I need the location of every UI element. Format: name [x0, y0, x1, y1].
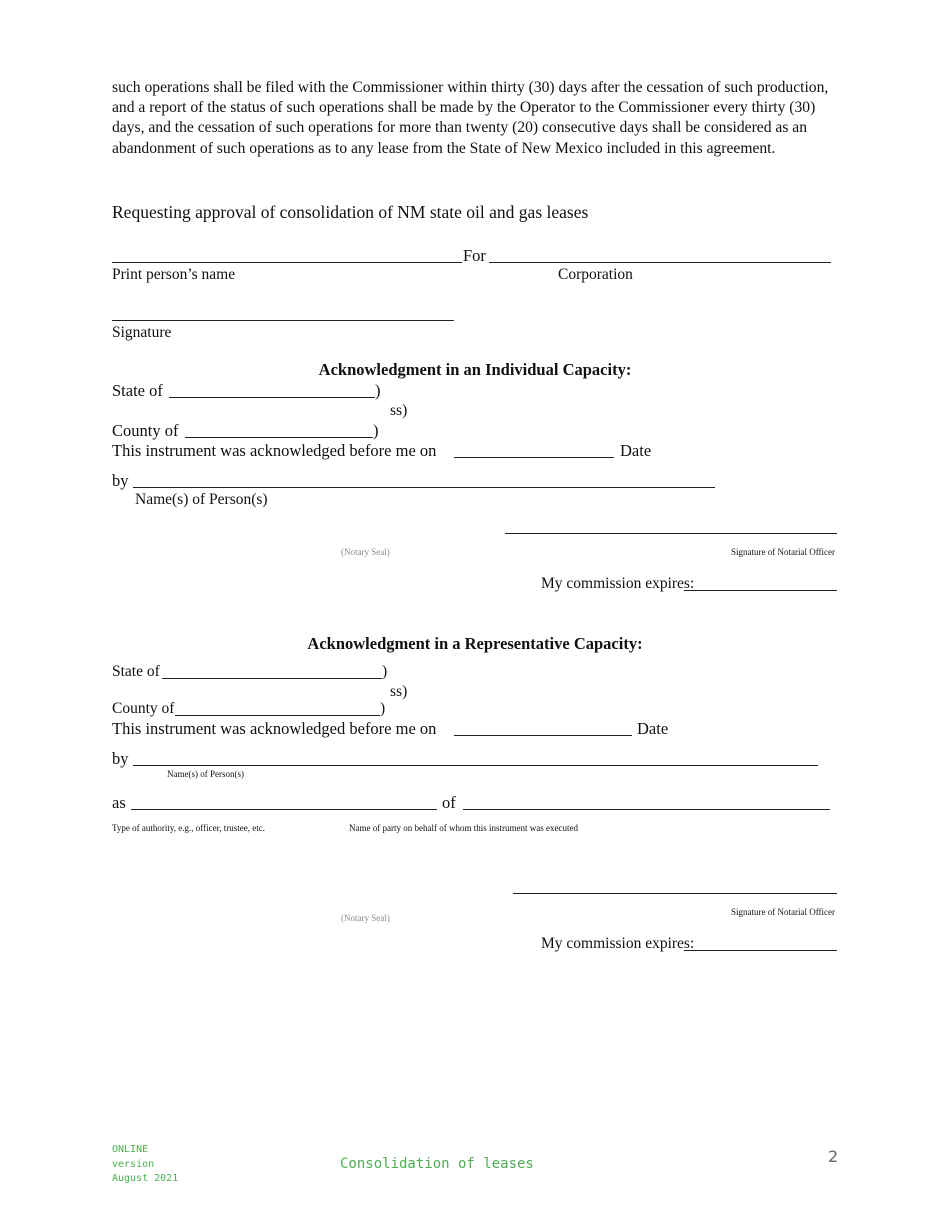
individual-county-paren: )	[373, 421, 379, 440]
representative-state-label: State of	[112, 663, 160, 680]
representative-county-field[interactable]	[175, 715, 380, 716]
representative-notary-signature-label: Signature of Notarial Officer	[731, 907, 836, 917]
representative-state-paren: )	[382, 663, 388, 680]
representative-authority-label: Type of authority, e.g., officer, trustee, etc.	[112, 823, 265, 833]
representative-notary-signature-line[interactable]	[513, 893, 837, 894]
individual-date-label: Date	[620, 441, 652, 460]
page-number: 2	[828, 1147, 839, 1166]
individual-state-paren: )	[375, 381, 381, 400]
request-heading: Requesting approval of consolidation of NM state oil and gas leases	[112, 202, 589, 222]
representative-heading: Acknowledgment in a Representative Capacity:	[307, 634, 643, 653]
representative-by-label: by	[112, 749, 129, 768]
representative-as-label: as	[112, 793, 126, 812]
footer-online: ONLINE	[112, 1144, 149, 1155]
print-name-line[interactable]	[112, 262, 462, 263]
signature-line[interactable]	[112, 320, 454, 321]
representative-date-field[interactable]	[454, 735, 632, 736]
representative-party-field[interactable]	[463, 809, 830, 810]
individual-ss-label: ss)	[390, 402, 408, 419]
footer-version-block	[112, 1143, 178, 1187]
individual-commission-label: My commission expires:	[541, 575, 695, 592]
footer-version: version	[112, 1158, 155, 1170]
individual-notary-signature-line[interactable]	[505, 533, 837, 534]
individual-county-label: County of	[112, 421, 179, 440]
individual-by-label: by	[112, 471, 129, 490]
individual-state-field[interactable]	[169, 397, 375, 398]
footer-title: Consolidation of leases	[340, 1156, 534, 1172]
individual-acknowledged-text: This instrument was acknowledged before me on	[112, 441, 437, 460]
representative-county-paren: )	[380, 700, 386, 717]
representative-county-label: County of	[112, 700, 175, 717]
representative-ss-label: ss)	[390, 683, 408, 700]
print-name-label: Print person’s name	[112, 266, 236, 283]
corporation-line[interactable]	[489, 262, 831, 263]
individual-notary-seal: (Notary Seal)	[341, 547, 390, 557]
individual-heading: Acknowledgment in an Individual Capacity:	[318, 360, 632, 379]
individual-notary-signature-label: Signature of Notarial Officer	[731, 547, 836, 557]
representative-of-label: of	[442, 793, 456, 812]
representative-party-label: Name of party on behalf of whom this instrument was executed	[349, 823, 578, 833]
representative-state-field[interactable]	[162, 678, 382, 679]
representative-notary-seal: (Notary Seal)	[341, 913, 390, 923]
footer-date: August 2021	[112, 1173, 179, 1184]
corporation-label: Corporation	[558, 266, 633, 283]
individual-county-field[interactable]	[185, 437, 373, 438]
signature-label: Signature	[112, 324, 172, 341]
individual-names-label: Name(s) of Person(s)	[135, 491, 268, 508]
individual-by-field[interactable]	[133, 487, 715, 488]
representative-by-field[interactable]	[133, 765, 818, 766]
individual-date-field[interactable]	[454, 457, 614, 458]
representative-commission-field[interactable]	[684, 950, 837, 951]
representative-commission-label: My commission expires:	[541, 935, 695, 952]
individual-commission-field[interactable]	[684, 590, 837, 591]
individual-state-label: State of	[112, 381, 163, 400]
representative-authority-field[interactable]	[131, 809, 437, 810]
representative-acknowledged-text: This instrument was acknowledged before me on	[112, 719, 437, 738]
intro-paragraph: such operations shall be filed with the Commissioner within thirty (30) days after the cessation of such production, and a report of the status of such operations shall be made by the Operator to the Commissioner every thirty (30) days, and the cessation of such operations for more than twenty (20) consecutive days shall be considered as an abandonment of such operations as to any lease from the State of New Mexico included in this agreement.	[112, 79, 829, 157]
representative-date-label: Date	[637, 719, 669, 738]
for-label: For	[463, 246, 486, 265]
representative-names-label: Name(s) of Person(s)	[167, 769, 244, 779]
